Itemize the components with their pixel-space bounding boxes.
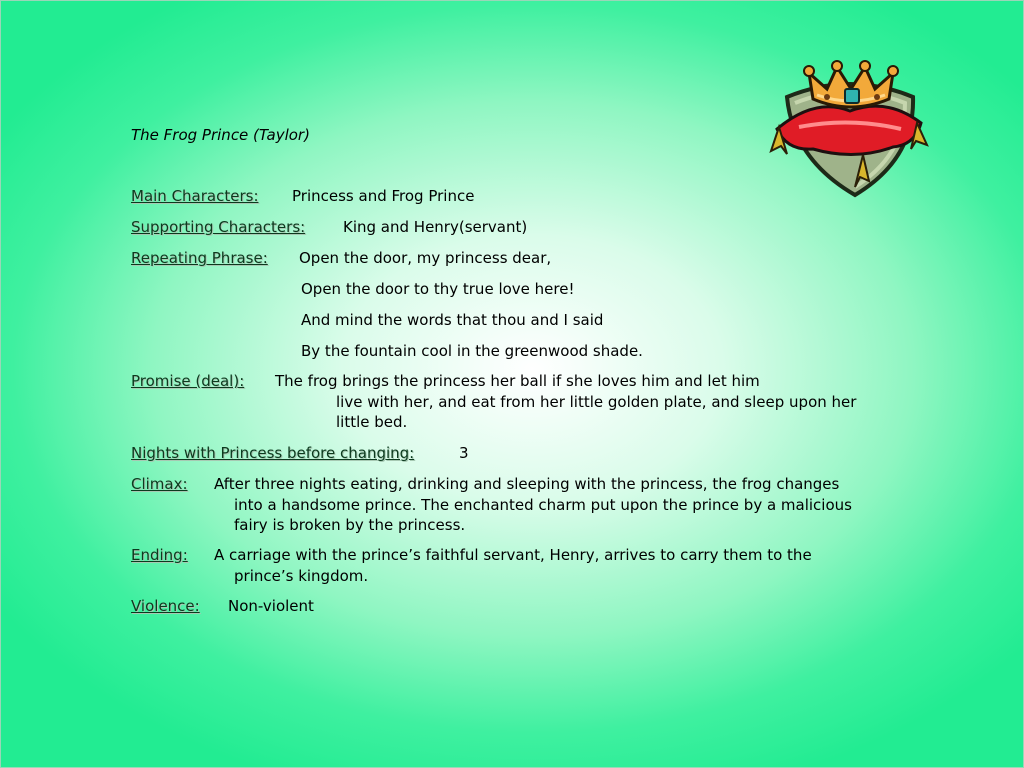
climax-text: into a handsome prince. The enchanted charm put upon the prince by a malicious <box>234 496 852 514</box>
repeating-phrase-line: Open the door, my princess dear, <box>299 249 552 267</box>
violence-value: Non-violent <box>228 597 314 615</box>
nights-label: Nights with Princess before changing: <box>131 444 415 462</box>
nights-value: 3 <box>459 444 469 462</box>
promise-label: Promise (deal): <box>131 372 245 390</box>
repeating-phrase-line: And mind the words that thou and I said <box>301 311 604 329</box>
main-characters-label: Main Characters: <box>131 187 259 205</box>
violence-label: Violence: <box>131 597 200 615</box>
supporting-characters-value: King and Henry(servant) <box>343 218 528 236</box>
crown-shield-icon <box>765 59 935 201</box>
ending-label: Ending: <box>131 546 188 564</box>
slide-title: The Frog Prince (Taylor) <box>131 126 310 144</box>
promise-text: live with her, and eat from her little golden plate, and sleep upon her <box>336 393 857 411</box>
climax-text: fairy is broken by the princess. <box>234 516 466 534</box>
repeating-phrase-label: Repeating Phrase: <box>131 249 268 267</box>
ending-text: prince’s kingdom. <box>234 567 369 585</box>
promise-text: little bed. <box>336 413 408 431</box>
supporting-characters-label: Supporting Characters: <box>131 218 306 236</box>
repeating-phrase-line: Open the door to thy true love here! <box>301 280 575 298</box>
main-characters-value: Princess and Frog Prince <box>292 187 475 205</box>
climax-text: After three nights eating, drinking and sleeping with the princess, the frog changes <box>214 475 840 493</box>
repeating-phrase-line: By the fountain cool in the greenwood shade. <box>301 342 643 360</box>
promise-text: The frog brings the princess her ball if she loves him and let him <box>275 372 760 390</box>
ending-text: A carriage with the prince’s faithful servant, Henry, arrives to carry them to the <box>214 546 812 564</box>
climax-label: Climax: <box>131 475 188 493</box>
